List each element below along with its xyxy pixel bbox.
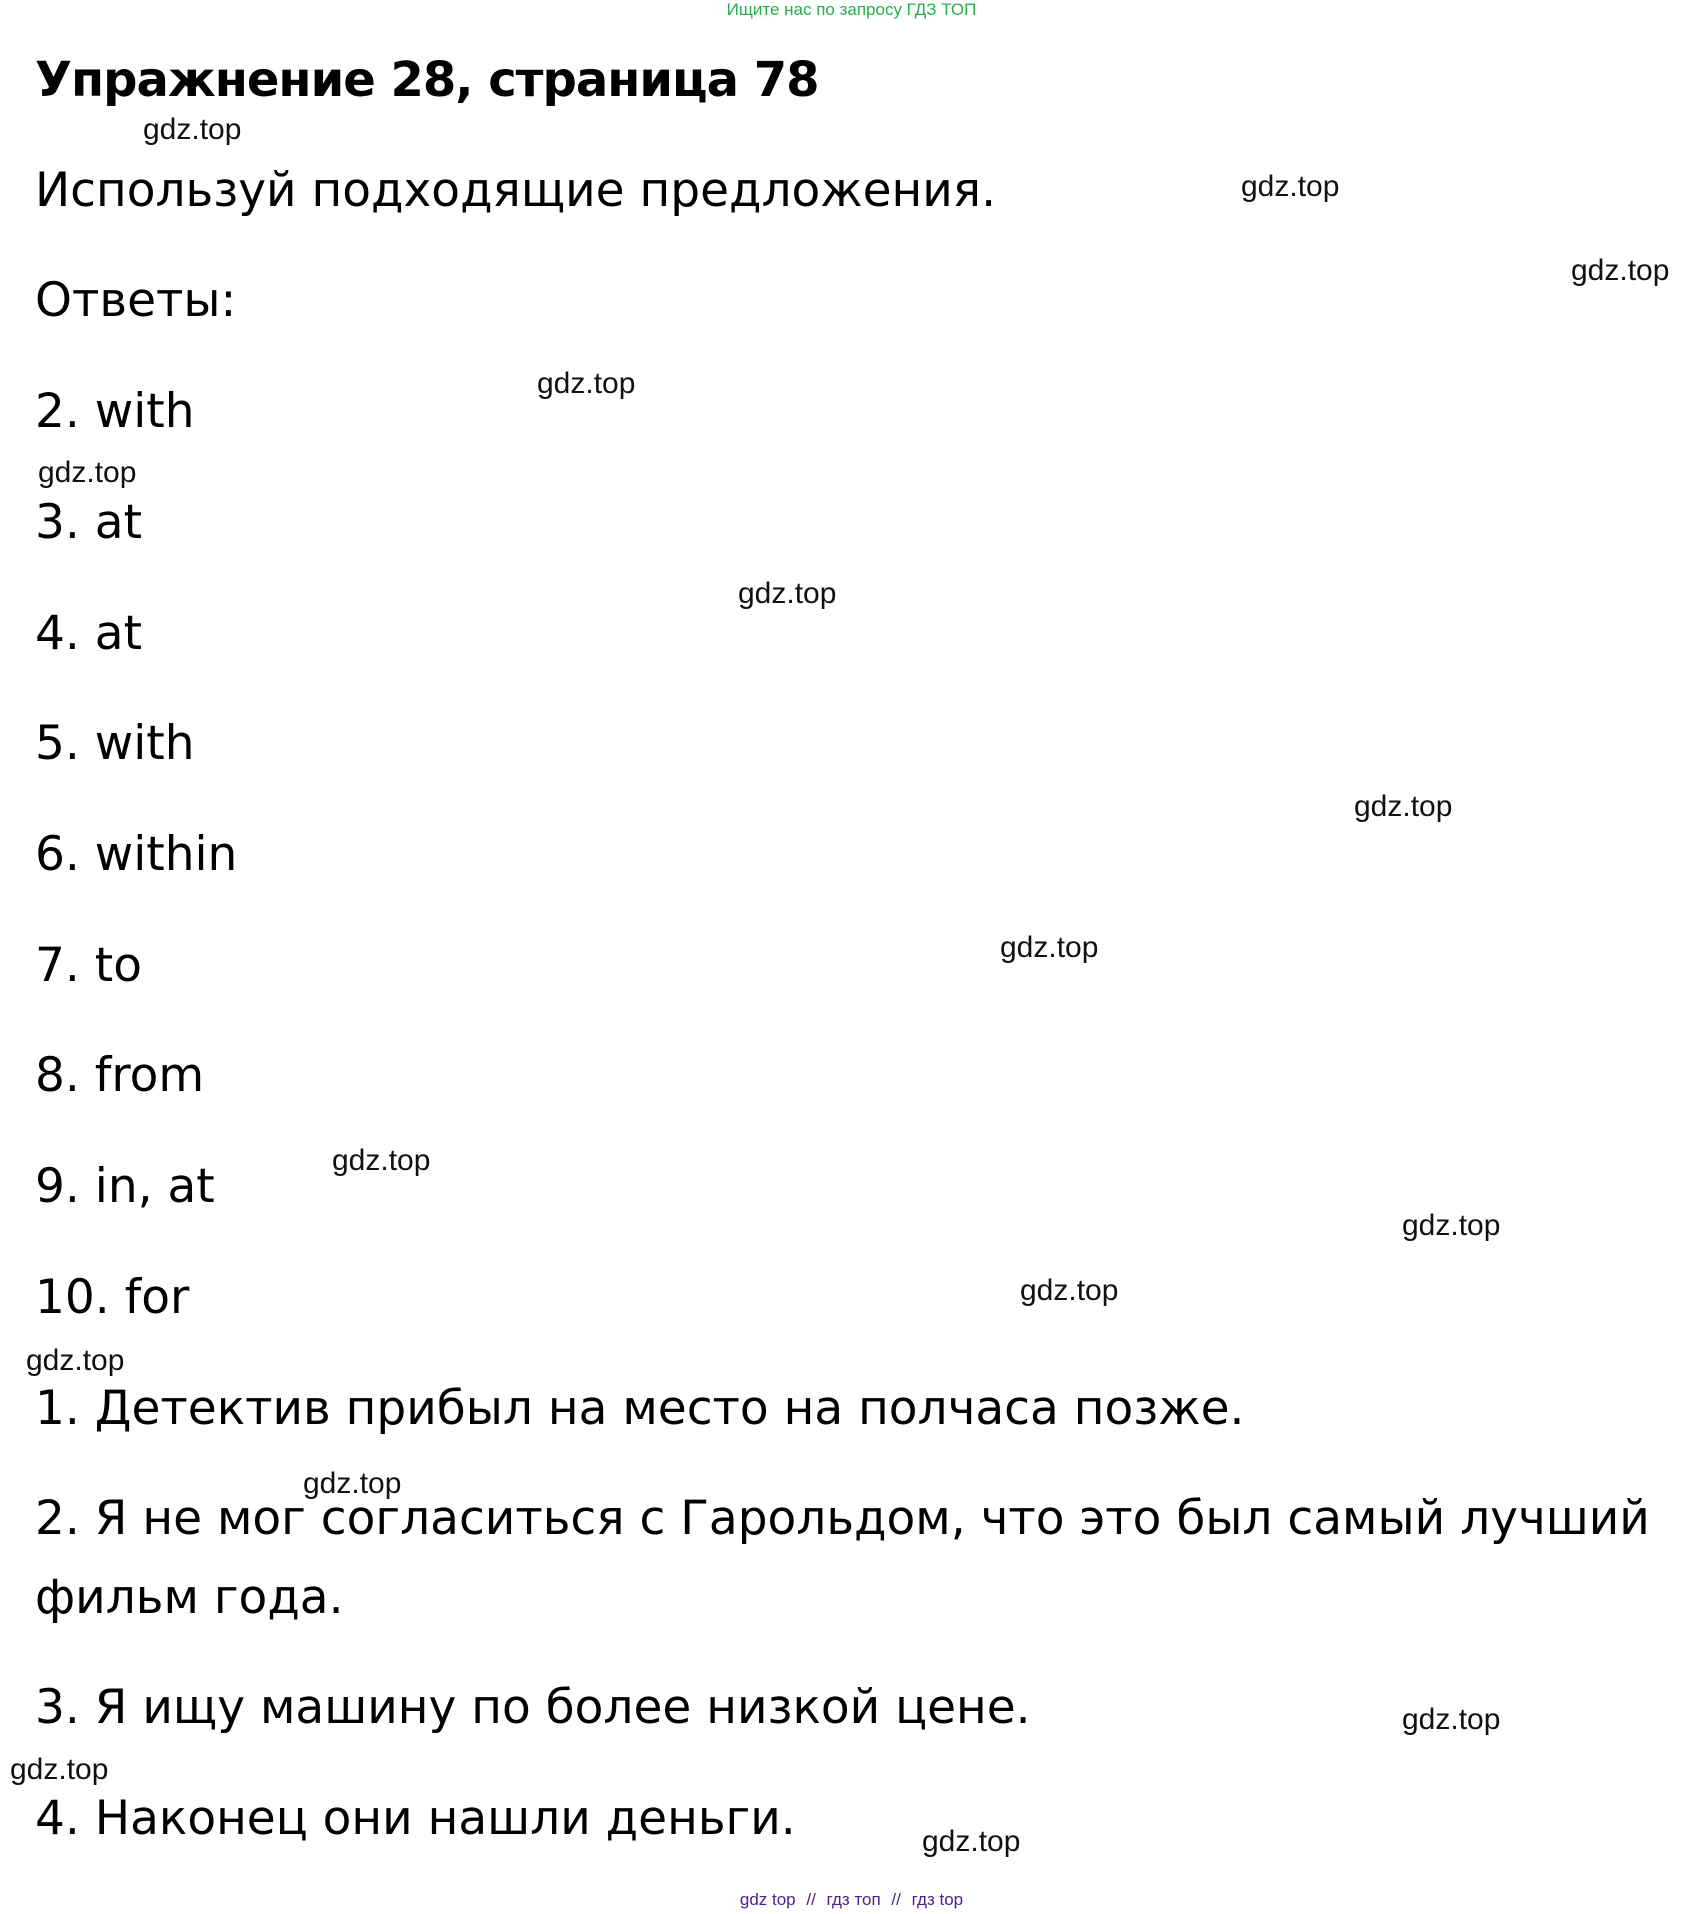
page-title: Упражнение 28, страница 78	[35, 52, 819, 108]
footer-link[interactable]: гдз top	[911, 1890, 964, 1909]
watermark-text: gdz.top	[1020, 1274, 1119, 1307]
answer-item: 4. at	[35, 606, 143, 661]
watermark-text: gdz.top	[26, 1344, 125, 1377]
watermark-text: gdz.top	[38, 456, 137, 489]
instruction-text: Используй подходящие предложения.	[35, 163, 997, 218]
watermark-text: gdz.top	[1354, 790, 1453, 823]
answers-label: Ответы:	[35, 273, 237, 328]
watermark-text: gdz.top	[1402, 1703, 1501, 1736]
watermark-text: gdz.top	[922, 1825, 1021, 1858]
answer-item: 9. in, at	[35, 1159, 215, 1214]
top-banner[interactable]: Ищите нас по запросу ГДЗ ТОП	[726, 0, 977, 19]
translation-item: 1. Детектив прибыл на место на полчаса позже.	[35, 1381, 1245, 1436]
watermark-text: gdz.top	[1402, 1209, 1501, 1242]
footer-link[interactable]: гдз топ	[826, 1890, 881, 1909]
watermark-text: gdz.top	[332, 1144, 431, 1177]
footer-links	[0, 1890, 1703, 1910]
answer-item: 8. from	[35, 1048, 205, 1103]
footer-separator: //	[806, 1890, 816, 1909]
answer-item: 2. with	[35, 384, 195, 439]
watermark-text: gdz.top	[738, 577, 837, 610]
watermark-text: gdz.top	[303, 1467, 402, 1500]
answer-item: 6. within	[35, 827, 238, 882]
footer-separator: //	[891, 1890, 901, 1909]
translation-item: 4. Наконец они нашли деньги.	[35, 1791, 796, 1846]
watermark-text: gdz.top	[10, 1753, 109, 1786]
footer-link[interactable]: gdz top	[739, 1890, 796, 1909]
watermark-text: gdz.top	[537, 367, 636, 400]
translation-item: 3. Я ищу машину по более низкой цене.	[35, 1680, 1031, 1735]
watermark-text: gdz.top	[1000, 931, 1099, 964]
watermark-text: gdz.top	[1571, 254, 1670, 287]
answer-item: 7. to	[35, 938, 142, 993]
translation-item: фильм года.	[35, 1570, 344, 1625]
answer-item: 10. for	[35, 1270, 190, 1325]
translation-item: 2. Я не мог согласиться с Гарольдом, что это был самый лучший	[35, 1491, 1650, 1546]
watermark-text: gdz.top	[1241, 170, 1340, 203]
answer-item: 3. at	[35, 495, 143, 550]
watermark-text: gdz.top	[143, 113, 242, 146]
answer-item: 5. with	[35, 716, 195, 771]
